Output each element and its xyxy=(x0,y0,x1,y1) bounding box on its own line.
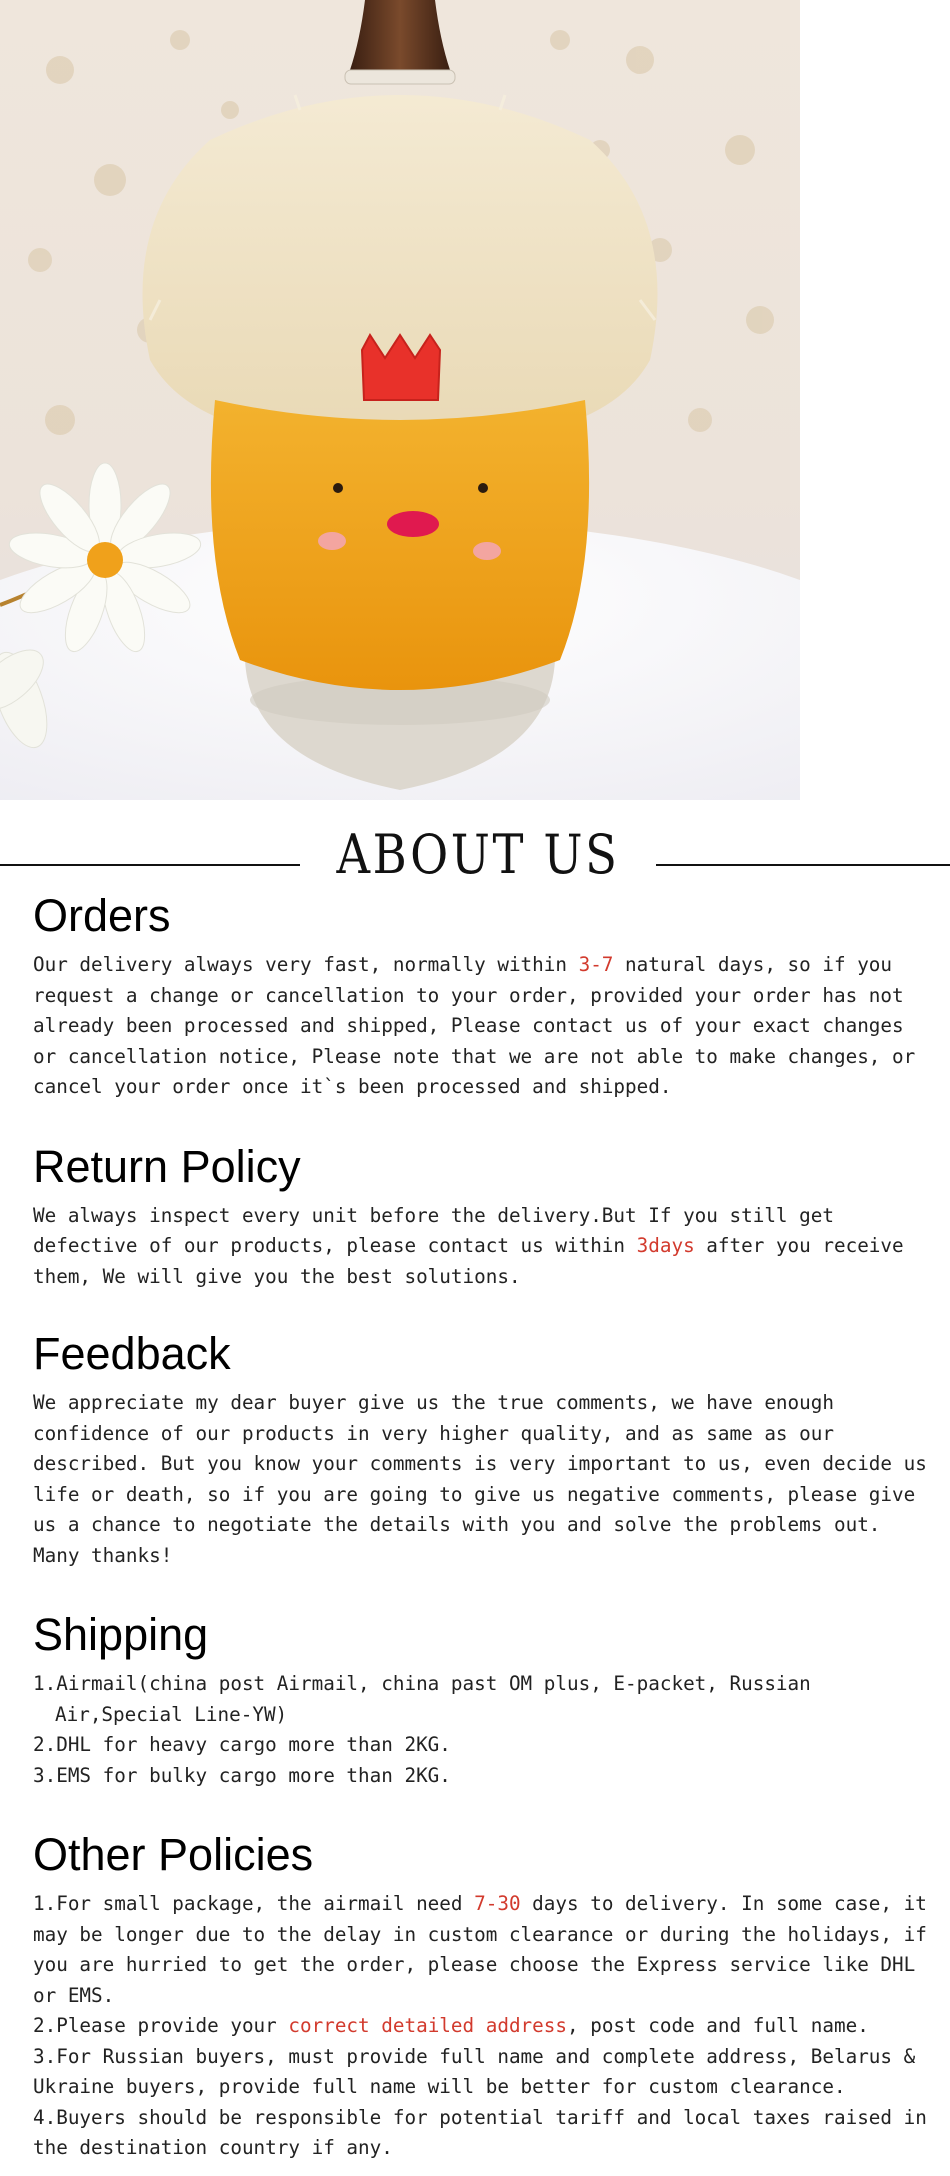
shipping-section xyxy=(33,1609,928,1791)
shipping-item: 3.EMS for bulky cargo more than 2KG. xyxy=(33,1763,451,1787)
divider-right xyxy=(656,864,950,866)
airmail-days-highlight: 7-30 xyxy=(474,1892,521,1915)
about-us-title: ABOUT US xyxy=(336,823,620,886)
crown-patch xyxy=(362,335,440,400)
return-policy-section xyxy=(33,1141,928,1293)
shipping-item: 2.DHL for heavy cargo more than 2KG. xyxy=(33,1733,451,1756)
other-policies-section xyxy=(33,1829,928,2164)
orders-heading: Orders xyxy=(33,890,171,941)
about-us-header xyxy=(0,820,950,890)
shipping-heading: Shipping xyxy=(33,1609,209,1660)
policy-content xyxy=(33,890,928,2164)
divider-left xyxy=(0,864,300,866)
other-policy-item-2: 2.Please provide your correct detailed address, post code and full name. xyxy=(33,2014,869,2037)
feedback-text: We appreciate my dear buyer give us the true comments, we have enough confidence of our products in very higher quality, and as same as our described. But you know your comments is very important to us, even decide us life or death, so if you are going to give us negative comments, please give us a chance to negotiate the details with you and solve the problems out. Many thanks! xyxy=(33,1391,927,1567)
address-highlight: correct detailed address xyxy=(288,2014,567,2037)
other-policy-item-1: 1.For small package, the airmail need 7-30 days to delivery. In some case, it may be longer due to the delay in custom clearance or during the holidays, if you are hurried to get the order, please choose the Express service like DHL or EMS. xyxy=(33,1892,927,2007)
product-photo xyxy=(0,0,800,800)
other-policy-item-3: 3.For Russian buyers, must provide full name and complete address, Belarus & Ukraine buyers, provide full name will be better for custom clearance. xyxy=(33,2044,916,2098)
other-policies-heading: Other Policies xyxy=(33,1829,314,1880)
other-policy-item-4: 4.Buyers should be responsible for potential tariff and local taxes raised in the destination country if any. xyxy=(33,2105,927,2159)
feedback-heading: Feedback xyxy=(33,1328,231,1379)
return-policy-text: We always inspect every unit before the delivery.But If you still get defective of our products, please contact us within 3days after you receive them, We will give you the best solutions. xyxy=(33,1203,904,1288)
orders-text: Our delivery always very fast, normally within 3-7 natural days, so if you request a change or cancellation to your order, provided your order has not already been processed and shipped, Please contact us of your exact changes or cancellation notice, Please note that we are not able to make changes, or cancel your order once it`s been processed and shipped. xyxy=(33,953,916,1098)
return-policy-heading: Return Policy xyxy=(33,1140,301,1192)
feedback-section xyxy=(33,1328,928,1571)
shipping-list xyxy=(33,1669,928,1791)
pet-sweater-image xyxy=(0,0,800,800)
shipping-item: 1.Airmail(china post Airmail, china past OM plus, E-packet, Russian Air,Special Line-YW) xyxy=(33,1672,811,1726)
orders-days-highlight: 3-7 xyxy=(578,953,614,976)
return-days-highlight: 3days xyxy=(636,1234,695,1257)
orders-section xyxy=(33,890,928,1103)
